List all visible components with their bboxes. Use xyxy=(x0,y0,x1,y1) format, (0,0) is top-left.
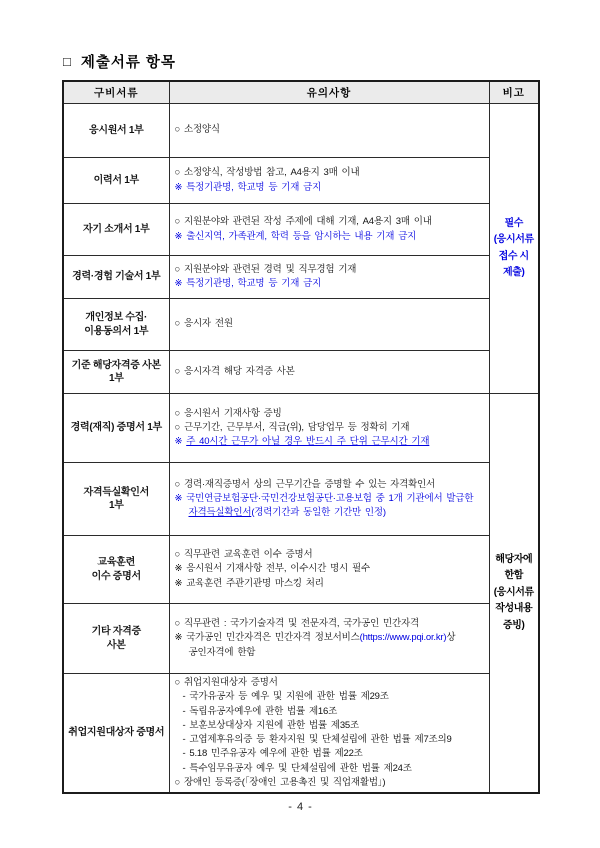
document-name-cell xyxy=(63,351,169,394)
document-name-line: 취업지원대상자 증명서 xyxy=(68,727,165,739)
note-line xyxy=(175,733,489,747)
note-line xyxy=(175,166,489,180)
text-segment: - 특수임무유공자 예우 및 단체설립에 관한 법률 제24조 xyxy=(182,762,412,774)
note-line xyxy=(175,123,489,137)
col-header-remarks: 비고 xyxy=(489,81,539,104)
text-segment: ○ 근무기간, 근무부서, 직급(위), 담당업무 등 정확히 기재 xyxy=(174,421,410,433)
text-segment: ○ 취업지원대상자 증명서 xyxy=(174,677,278,688)
text-segment: 자격득실확인서 xyxy=(188,507,252,519)
col-header-required-documents: 구비서류 xyxy=(63,81,169,104)
remark-line: (응시서류 xyxy=(493,234,534,245)
document-name-cell xyxy=(63,158,169,204)
note-line xyxy=(175,478,489,492)
text-segment: ○ 지원분야와 관련된 경력 및 직무경험 기재 xyxy=(174,263,357,275)
text-segment: ※ 특정기관명, 학교명 등 기재 금지 xyxy=(174,278,322,289)
table-row xyxy=(63,158,539,204)
document-name-cell xyxy=(63,394,169,463)
document-name-line: 사본 xyxy=(106,639,126,651)
text-segment: - 독립유공자예우에 관한 법률 제16조 xyxy=(182,705,338,717)
document-name-line: 자기 소개서 1부 xyxy=(83,223,150,235)
text-segment: ※ 출신지역, 가족관계, 학력 등을 암시하는 내용 기재 금지 xyxy=(174,230,417,242)
note-line xyxy=(175,435,489,449)
text-segment: ○ 장애인 등록증(「장애인 고용촉진 및 직업재활법」) xyxy=(174,777,386,789)
submission-documents-table xyxy=(62,80,540,794)
col-header-notes: 유의사항 xyxy=(169,81,489,104)
text-segment: ○ 소정양식 xyxy=(174,124,220,136)
document-name-line: 응시원서 1부 xyxy=(88,124,144,136)
remark-line: 작성내용 xyxy=(495,603,533,615)
remark-cell xyxy=(489,394,539,794)
text-segment: ○ 직무관련 : 국가기술자격 및 전문자격, 국가공인 민간자격 xyxy=(174,618,419,630)
table-body xyxy=(63,104,539,794)
document-name-cell xyxy=(63,536,169,604)
page-title-text: 제출서류 항목 xyxy=(80,55,176,71)
note-line xyxy=(175,676,489,690)
notes-cell xyxy=(169,394,489,463)
table-row xyxy=(63,299,539,351)
table-row xyxy=(63,256,539,299)
document-name-cell xyxy=(63,104,169,158)
notes-cell xyxy=(169,536,489,604)
table-row xyxy=(63,536,539,604)
text-segment: 상 xyxy=(446,632,456,644)
document-name-line: 이용동의서 1부 xyxy=(84,325,149,337)
table-row xyxy=(63,351,539,394)
document-name-line: 경력·경험 기술서 1부 xyxy=(72,271,161,283)
remark-line: 필수 xyxy=(504,217,524,229)
header-row xyxy=(63,81,539,104)
text-segment: - 보훈보상대상자 지원에 관한 법률 제35조 xyxy=(182,719,359,731)
note-line xyxy=(175,492,489,506)
table-row xyxy=(63,674,539,794)
remark-line: 한함 xyxy=(504,570,524,582)
remark-line: 제출) xyxy=(503,267,525,278)
table-row xyxy=(63,463,539,536)
note-line xyxy=(175,762,489,776)
notes-cell xyxy=(169,463,489,536)
text-segment: 공인자격에 한함 xyxy=(188,646,256,658)
document-name-cell xyxy=(63,299,169,351)
notes-cell xyxy=(169,104,489,158)
notes-cell xyxy=(169,256,489,299)
remark-line: 해당자에 xyxy=(495,553,533,565)
document-name-cell xyxy=(63,204,169,256)
note-line xyxy=(175,747,489,761)
note-line xyxy=(175,719,489,733)
note-line xyxy=(175,562,489,576)
text-segment: ※ 특정기관명, 학교명 등 기재 금지 xyxy=(174,181,322,193)
text-segment: (경력기간과 동일한 기간만 인정) xyxy=(251,507,386,519)
notes-cell xyxy=(169,604,489,674)
remark-line: 접수 시 xyxy=(498,250,529,262)
notes-cell xyxy=(169,204,489,256)
table-row xyxy=(63,604,539,674)
document-name-cell xyxy=(63,674,169,794)
text-segment: ○ 소정양식, 작성방법 참고, A4용지 3매 이내 xyxy=(174,167,360,179)
note-line xyxy=(175,646,489,660)
square-bullet-icon: □ xyxy=(63,54,72,69)
text-segment: ○ 직무관련 교육훈련 이수 증명서 xyxy=(174,549,313,561)
note-line xyxy=(175,577,489,591)
note-line xyxy=(175,365,489,379)
text-segment: 주 40시간 근무가 아닐 경우 반드시 주 단위 근무시간 기재 xyxy=(186,436,430,448)
note-line xyxy=(175,407,489,421)
page-title xyxy=(63,51,176,72)
text-segment: ○ 응시자격 해당 자격증 사본 xyxy=(174,365,295,377)
note-line xyxy=(175,776,489,790)
pqi-url-link[interactable]: (https://www.pqi.or.kr) xyxy=(359,632,447,644)
remark-line: 증빙) xyxy=(503,619,525,631)
table-row xyxy=(63,204,539,256)
document-name-line: 1부 xyxy=(108,373,124,384)
document-name-cell xyxy=(63,463,169,536)
document-name-line: 교육훈련 xyxy=(97,557,135,568)
notes-cell xyxy=(169,674,489,794)
text-segment: - 고엽제후유의증 등 환자지원 및 단체설립에 관한 법률 제7조의9 xyxy=(182,734,452,746)
text-segment: ○ 응시원서 기재사항 증빙 xyxy=(174,407,282,419)
document-name-line: 자격득실확인서 xyxy=(83,486,150,498)
text-segment: ※ 응시원서 기재사항 전부, 이수시간 명시 필수 xyxy=(174,563,370,575)
note-line xyxy=(175,263,489,277)
note-line xyxy=(175,506,489,520)
note-line xyxy=(175,181,489,195)
text-segment: ※ 국가공인 민간자격은 민간자격 정보서비스 xyxy=(174,632,360,644)
document-name-cell xyxy=(63,604,169,674)
table-header xyxy=(63,81,539,104)
note-line xyxy=(175,617,489,631)
document-name-line: 1부 xyxy=(108,500,124,511)
notes-cell xyxy=(169,351,489,394)
remark-line: (응시서류 xyxy=(493,586,534,598)
text-segment: ○ 응시자 전원 xyxy=(174,318,233,330)
note-line xyxy=(175,230,489,244)
document-name-line: 이력서 1부 xyxy=(93,174,139,186)
note-line xyxy=(175,421,489,435)
document-name-line: 기준 해당자격증 사본 xyxy=(71,359,161,371)
notes-cell xyxy=(169,158,489,204)
note-line xyxy=(175,215,489,229)
document-name-line: 경력(재직) 증명서 1부 xyxy=(70,422,162,434)
text-segment: ※ xyxy=(174,436,187,448)
note-line xyxy=(175,277,489,291)
text-segment: ※ 국민연금보험공단·국민건강보험공단·고용보험 중 1개 기관에서 발급한 xyxy=(174,492,474,504)
notes-cell xyxy=(169,299,489,351)
text-segment: ○ 경력·재직증명서 상의 근무기간을 증명할 수 있는 자격확인서 xyxy=(174,478,436,490)
remark-cell xyxy=(489,104,539,394)
text-segment: - 국가유공자 등 예우 및 지원에 관한 법률 제29조 xyxy=(182,691,389,703)
note-line xyxy=(175,317,489,331)
table-row xyxy=(63,104,539,158)
table-row xyxy=(63,394,539,463)
document-name-line: 기타 자격증 xyxy=(91,626,141,637)
document-name-line: 개인정보 수집· xyxy=(85,312,148,323)
note-line xyxy=(175,690,489,704)
text-segment: - 5.18 민주유공자 예우에 관한 법률 제22조 xyxy=(182,748,363,760)
note-line xyxy=(175,548,489,562)
document-name-line: 이수 증명서 xyxy=(91,570,141,582)
text-segment: ○ 지원분야와 관련된 작성 주제에 대해 기재, A4용지 3매 이내 xyxy=(174,216,432,228)
note-line xyxy=(175,705,489,719)
note-line xyxy=(175,631,489,645)
text-segment: ※ 교육훈련 주관기관명 마스킹 처리 xyxy=(174,577,324,589)
document-name-cell xyxy=(63,256,169,299)
page-number: - 4 - xyxy=(288,801,312,813)
